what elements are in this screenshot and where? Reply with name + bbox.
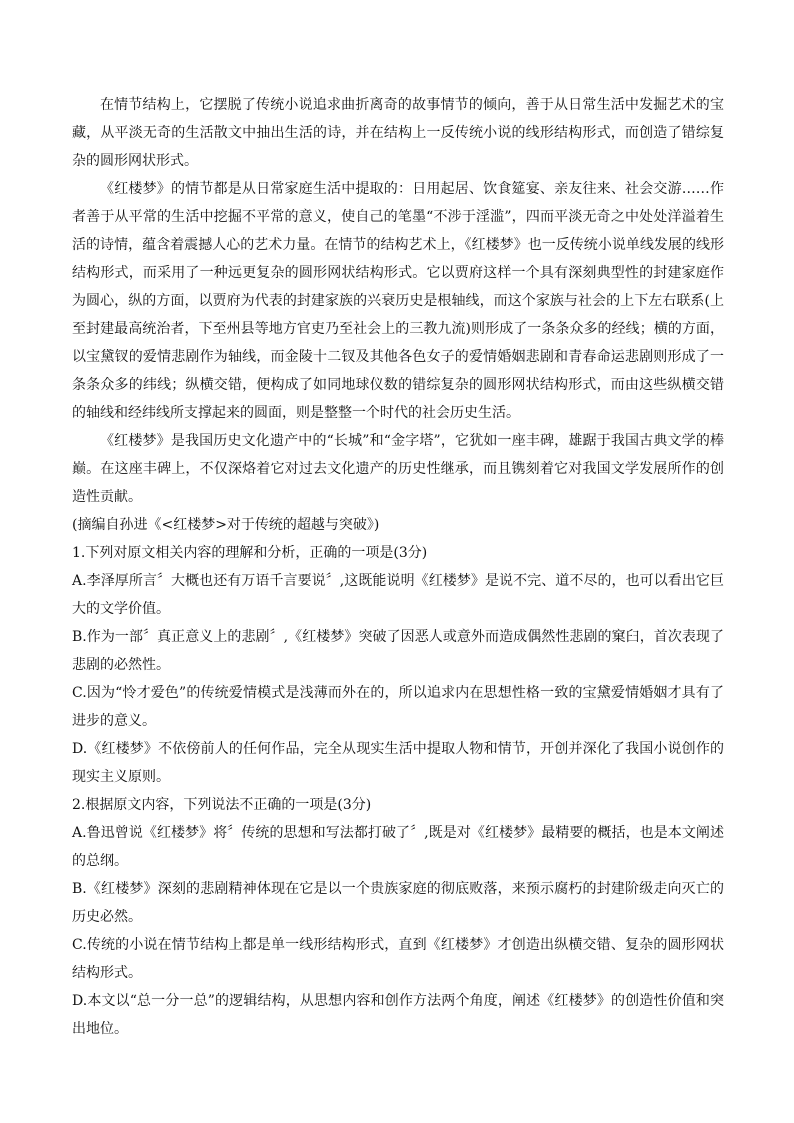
passage-paragraph-2: 《红楼梦》的情节都是从日常家庭生活中提取的：日用起居、饮食筵宴、亲友往来、社会交游……作者善于从平常的生活中挖掘不平常的意义，使自己的笔墨“不涉于淫滥”，四而平淡无奇之中处处洋溢着生活的诗情，蕴含着震撼人心的艺术力量。在情节的结构艺术上，《红楼梦》也一反传统小说单线发展的线形结构形式，而采用了一种远更复杂的圆形网状结构形式。它以贾府这样一个具有深刻典型性的封建家庭作为圆心，纵的方面，以贾府为代表的封建家族的兴衰历史是根轴线，而这个家族与社会的上下左右联系(上至封建最高统治者，下至州县等地方官吏乃至社会上的三教九流)则形成了一条条众多的经线；横的方面，以宝黛钗的爱情悲剧作为轴线，而金陵十二钗及其他各色女子的爱情婚姻悲剧和青春命运悲剧则形成了一条条众多的纬线；纵横交错，便构成了如同地球仪数的错综复杂的圆形网状结构形式，而由这些纵横交错的轴线和经纬线所支撑起来的圆面，则是整整一个时代的社会历史生活。 [72, 181, 724, 421]
question-2-option-b: B.《红楼梦》深刻的悲剧精神体现在它是以一个贵族家庭的彻底败落，来预示腐朽的封建阶级走向灭亡的历史必然。 [72, 881, 724, 925]
question-1-option-b: B.作为一部〞真正意义上的悲剧〞,《红楼梦》突破了因恶人或意外而造成偶然性悲剧的窠臼，首次表现了悲剧的必然性。 [72, 629, 724, 673]
passage-paragraph-1: 在情节结构上，它摆脱了传统小说追求曲折离奇的故事情节的倾向，善于从日常生活中发掘艺术的宝藏，从平淡无奇的生活散文中抽出生活的诗，并在结构上一反传统小说的线形结构形式，而创造了错综复杂的圆形网状形式。 [72, 97, 724, 169]
question-1-option-c: C.因为“怜才爱色”的传统爱情模式是浅薄而外在的，所以追求内在思想性格一致的宝黛爱情婚姻才具有了进步的意义。 [72, 685, 724, 729]
question-1-option-d: D.《红楼梦》不依傍前人的任何作品，完全从现实生活中提取人物和情节，开创并深化了我国小说创作的现实主义原则。 [72, 741, 724, 785]
question-1-option-a: A.李泽厚所言〞大概也还有万语千言要说〞,这既能说明《红楼梦》是说不完、道不尽的，也可以看出它巨大的文学价值。 [72, 573, 724, 617]
question-2-option-a: A.鲁迅曾说《红楼梦》将〞传统的思想和写法都打破了〞,既是对《红楼梦》最精要的概括，也是本文阐述的总纲。 [72, 825, 724, 869]
question-2-option-d: D.本文以“总一分一总”的逻辑结构，从思想内容和创作方法两个角度，阐述《红楼梦》的创造性价值和突出地位。 [72, 993, 724, 1037]
document-body [72, 91, 724, 1043]
question-1-stem: 1.下列对原文相关内容的理解和分析，正确的一项是(3分) [72, 545, 428, 561]
passage-paragraph-3: 《红楼梦》是我国历史文化遗产中的“长城”和“金字塔”，它犹如一座丰碑，雄踞于我国古典文学的棒巅。在这座丰碑上，不仅深烙着它对过去文化遗产的历史性继承，而且镌刻着它对我国文学发展所作的创造性贡献。 [72, 433, 724, 505]
question-2-stem: 2.根据原文内容，下列说法不正确的一项是(3分) [72, 797, 372, 813]
source-citation: (摘编自孙进《<红楼梦>对于传统的超越与突破》) [72, 517, 380, 533]
question-2-option-c: C.传统的小说在情节结构上都是单一线形结构形式，直到《红楼梦》才创造出纵横交错、复杂的圆形网状结构形式。 [72, 937, 724, 981]
